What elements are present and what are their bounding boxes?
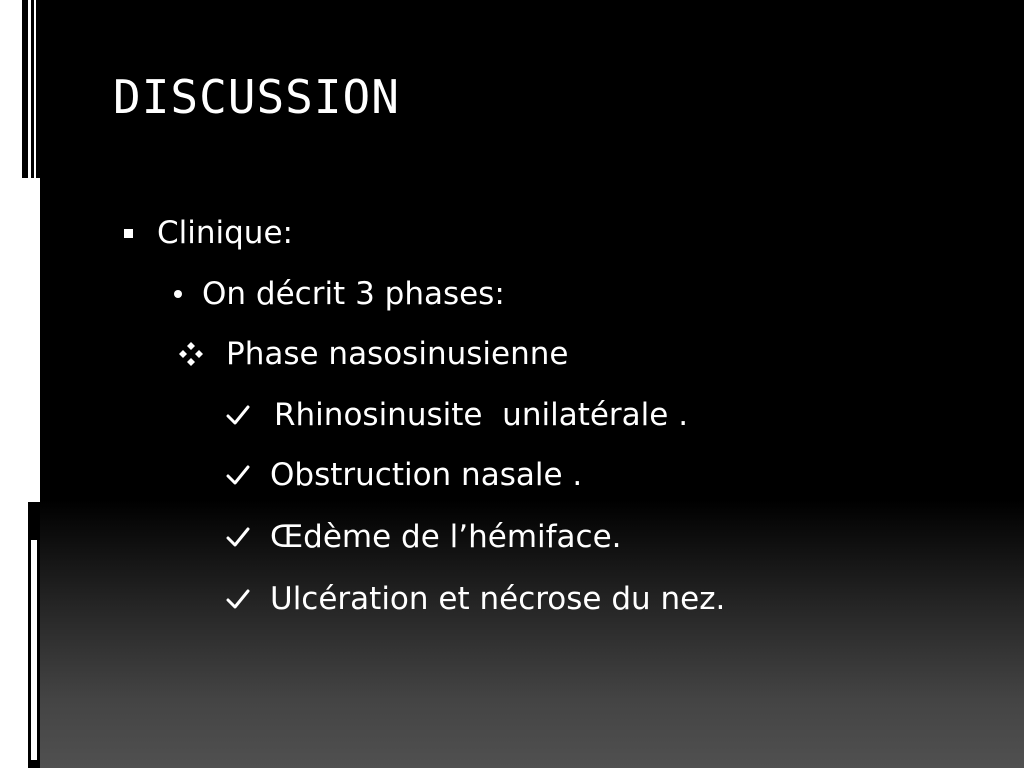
list-item-text: On décrit 3 phases:: [202, 276, 505, 312]
list-item-text: Ulcération et nécrose du nez.: [270, 581, 726, 617]
list-item-text: Obstruction nasale .: [270, 457, 583, 493]
checkmark-bullet-icon: [226, 463, 250, 487]
four-diamond-bullet-icon: [178, 341, 204, 367]
list-item: [174, 272, 505, 316]
list-item: [226, 515, 622, 559]
list-item-text: Rhinosinusite unilatérale .: [274, 397, 689, 433]
list-item: [226, 393, 688, 437]
list-item-text: Phase nasosinusienne: [226, 336, 569, 372]
checkmark-bullet-icon: [226, 587, 250, 611]
list-item: [226, 453, 582, 497]
checkmark-bullet-icon: [226, 403, 250, 427]
list-item-text: Clinique:: [157, 215, 293, 251]
slide-title: DISCUSSION: [113, 70, 400, 124]
list-item: [124, 211, 293, 255]
dot-bullet-icon: [174, 290, 182, 298]
checkmark-bullet-icon: [226, 525, 250, 549]
list-item-text: Œdème de l’hémiface.: [270, 519, 622, 555]
square-bullet-icon: [124, 229, 133, 238]
list-item: [178, 332, 568, 376]
list-item: [226, 577, 725, 621]
